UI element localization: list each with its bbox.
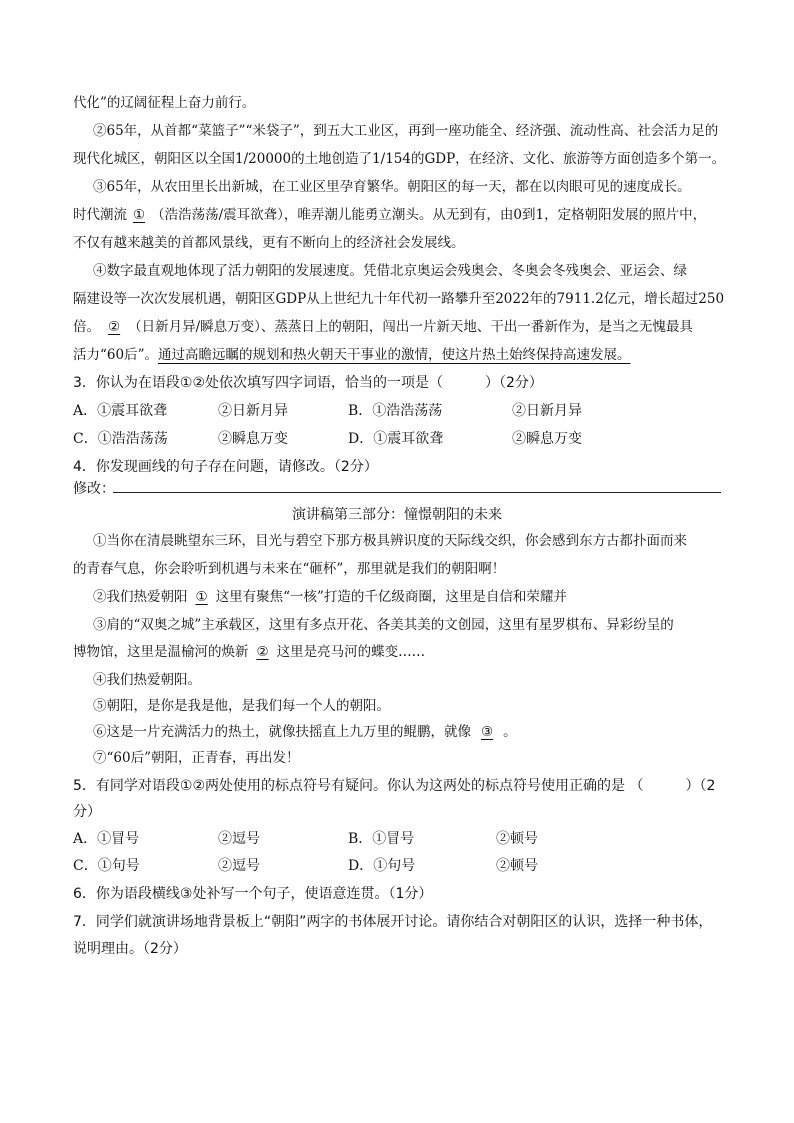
- answer-line[interactable]: [113, 492, 721, 493]
- text-span: 倍。: [73, 319, 100, 335]
- q3-option-b[interactable]: B．①浩浩荡荡: [348, 403, 443, 419]
- blank-p3-2: ②: [256, 644, 269, 660]
- question-3-stem: 3．你认为在语段①②处依次填写四字词语，恰当的一项是（ ）（2分）: [73, 375, 543, 391]
- question-6-stem: 6．你为语段横线③处补写一个句子，使语意连贯。（1分）: [73, 886, 433, 902]
- text-span: （日新月异/瞬息万变）、蒸蒸日上的朝阳，闯出一片新天地、干出一番新作为，是当之无愧最具: [128, 319, 693, 335]
- paragraph-3-line-3: 不仅有越来越美的首都风景线，更有不断向上的经济社会发展线。: [73, 235, 465, 251]
- q3-option-c[interactable]: C．①浩浩荡荡: [73, 431, 168, 447]
- paragraph-4-line-1: ④数字最直观地体现了活力朝阳的发展速度。凭借北京奥运会残奥会、冬奥会冬残奥会、亚运会、绿: [93, 263, 687, 279]
- text-span: 这里有聚焦“一核”打造的千亿级商圈，这里是自信和荣耀并: [215, 589, 567, 605]
- part3-paragraph-6: [93, 723, 517, 741]
- q3-option-d[interactable]: D．①震耳欲聋: [348, 431, 444, 447]
- paragraph-4-line-2: 隔建设等一次次发展机遇，朝阳区GDP从上世纪九十年代初一路攀升至2022年的7911.2亿元，增长超过250: [73, 291, 725, 307]
- blank-p3-3: ③: [481, 724, 494, 740]
- text-span: 活力“60后”。: [73, 347, 158, 363]
- q3-option-b-part2: ②日新月异: [512, 403, 582, 419]
- part3-paragraph-7: ⑦“60后”朝阳，正青春，再出发！: [93, 750, 300, 766]
- blank-1: ①: [133, 207, 146, 223]
- part3-paragraph-2: [93, 588, 567, 606]
- paragraph-2-line-2: 现代化城区，朝阳区以全国1/20000的土地创造了1/154的GDP，在经济、文化、旅游等方面创造多个第一。: [73, 151, 726, 167]
- question-7-stem-line-2: 说明理由。（2分）: [73, 941, 187, 957]
- text-span: 时代潮流: [73, 207, 127, 223]
- part3-paragraph-4: ④我们热爱朝阳。: [93, 672, 201, 688]
- blank-2: ②: [108, 319, 121, 335]
- text-span: 。: [503, 724, 517, 740]
- question-4-stem: 4．你发现画线的句子存在问题，请修改。（2分）: [73, 459, 378, 475]
- part3-paragraph-5: ⑤朝阳，是你是我是他，是我们每一个人的朝阳。: [93, 698, 390, 714]
- text-span: ②我们热爱朝阳: [93, 589, 188, 605]
- q3-option-c-part2: ②瞬息万变: [218, 431, 288, 447]
- q3-option-d-part2: ②瞬息万变: [512, 431, 582, 447]
- text-span: 博物馆，这里是温榆河的焕新: [73, 644, 249, 660]
- q5-option-c-part2: ②逗号: [218, 858, 260, 874]
- q5-option-b[interactable]: B．①冒号: [348, 831, 415, 847]
- blank-p3-1: ①: [195, 589, 208, 605]
- part3-paragraph-1-line-1: ①当你在清晨眺望东三环，目光与碧空下那方极具辨识度的天际线交织，你会感到东方古都扑面而来: [93, 533, 687, 549]
- paragraph-line: 代化”的辽阔征程上奋力前行。: [73, 95, 256, 111]
- text-span: 这里是亮马河的蝶变……: [276, 644, 426, 660]
- section-heading: 演讲稿第三部分：憧憬朝阳的未来: [292, 507, 502, 523]
- text-span: （浩浩荡荡/震耳欲聋），唯弄潮儿能勇立潮头。从无到有，由0到1，定格朝阳发展的照片中，: [151, 207, 707, 223]
- paragraph-4-line-4: [73, 346, 630, 364]
- underlined-sentence: 通过高瞻远瞩的规划和热火朝天干事业的激情，使这片热土始终保持高速发展。: [157, 347, 631, 363]
- paragraph-3-line-1: ③65年，从农田里长出新城，在工业区里孕育繁华。朝阳区的每一天，都在以肉眼可见的速度成长。: [93, 179, 691, 195]
- q5-option-b-part2: ②顿号: [496, 831, 538, 847]
- q3-option-a-part2: ②日新月异: [218, 403, 288, 419]
- paragraph-4-line-3: [73, 318, 693, 336]
- revise-label: 修改：: [73, 481, 115, 497]
- paragraph-3-line-2: [73, 206, 706, 224]
- question-7-stem-line-1: 7．同学们就演讲场地背景板上“朝阳”两字的书体展开讨论。请你结合对朝阳区的认识，选择一种书体，: [73, 914, 713, 930]
- q3-option-a[interactable]: A．①震耳欲聋: [73, 403, 168, 419]
- q5-option-d[interactable]: D．①句号: [348, 858, 416, 874]
- q5-option-a-part2: ②逗号: [218, 831, 260, 847]
- q5-option-d-part2: ②顿号: [496, 858, 538, 874]
- paragraph-2-line-1: ②65年，从首都“菜篮子”“米袋子”，到五大工业区，再到一座功能全、经济强、流动性高、社会活力足的: [93, 123, 719, 139]
- text-span: ⑥这是一片充满活力的热土，就像扶摇直上九万里的鲲鹏，就像: [93, 724, 471, 740]
- part3-paragraph-3-line-1: ③肩的“双奥之城”主承载区，这里有多点开花、各美其美的文创园，这里有星罗棋布、异彩纷呈的: [93, 617, 674, 633]
- q5-option-a[interactable]: A．①冒号: [73, 831, 140, 847]
- part3-paragraph-1-line-2: 的青春气息，你会聆听到机遇与未来在“砸杯”，那里就是我们的朝阳啊！: [73, 561, 506, 577]
- part3-paragraph-3-line-2: [73, 643, 425, 661]
- q5-option-c[interactable]: C．①句号: [73, 858, 140, 874]
- question-5-stem-line-1: 5．有同学对语段①②两处使用的标点符号有疑问。你认为这两处的标点符号使用正确的是 （ ）（2: [73, 778, 716, 794]
- question-5-stem-line-2: 分）: [73, 804, 101, 820]
